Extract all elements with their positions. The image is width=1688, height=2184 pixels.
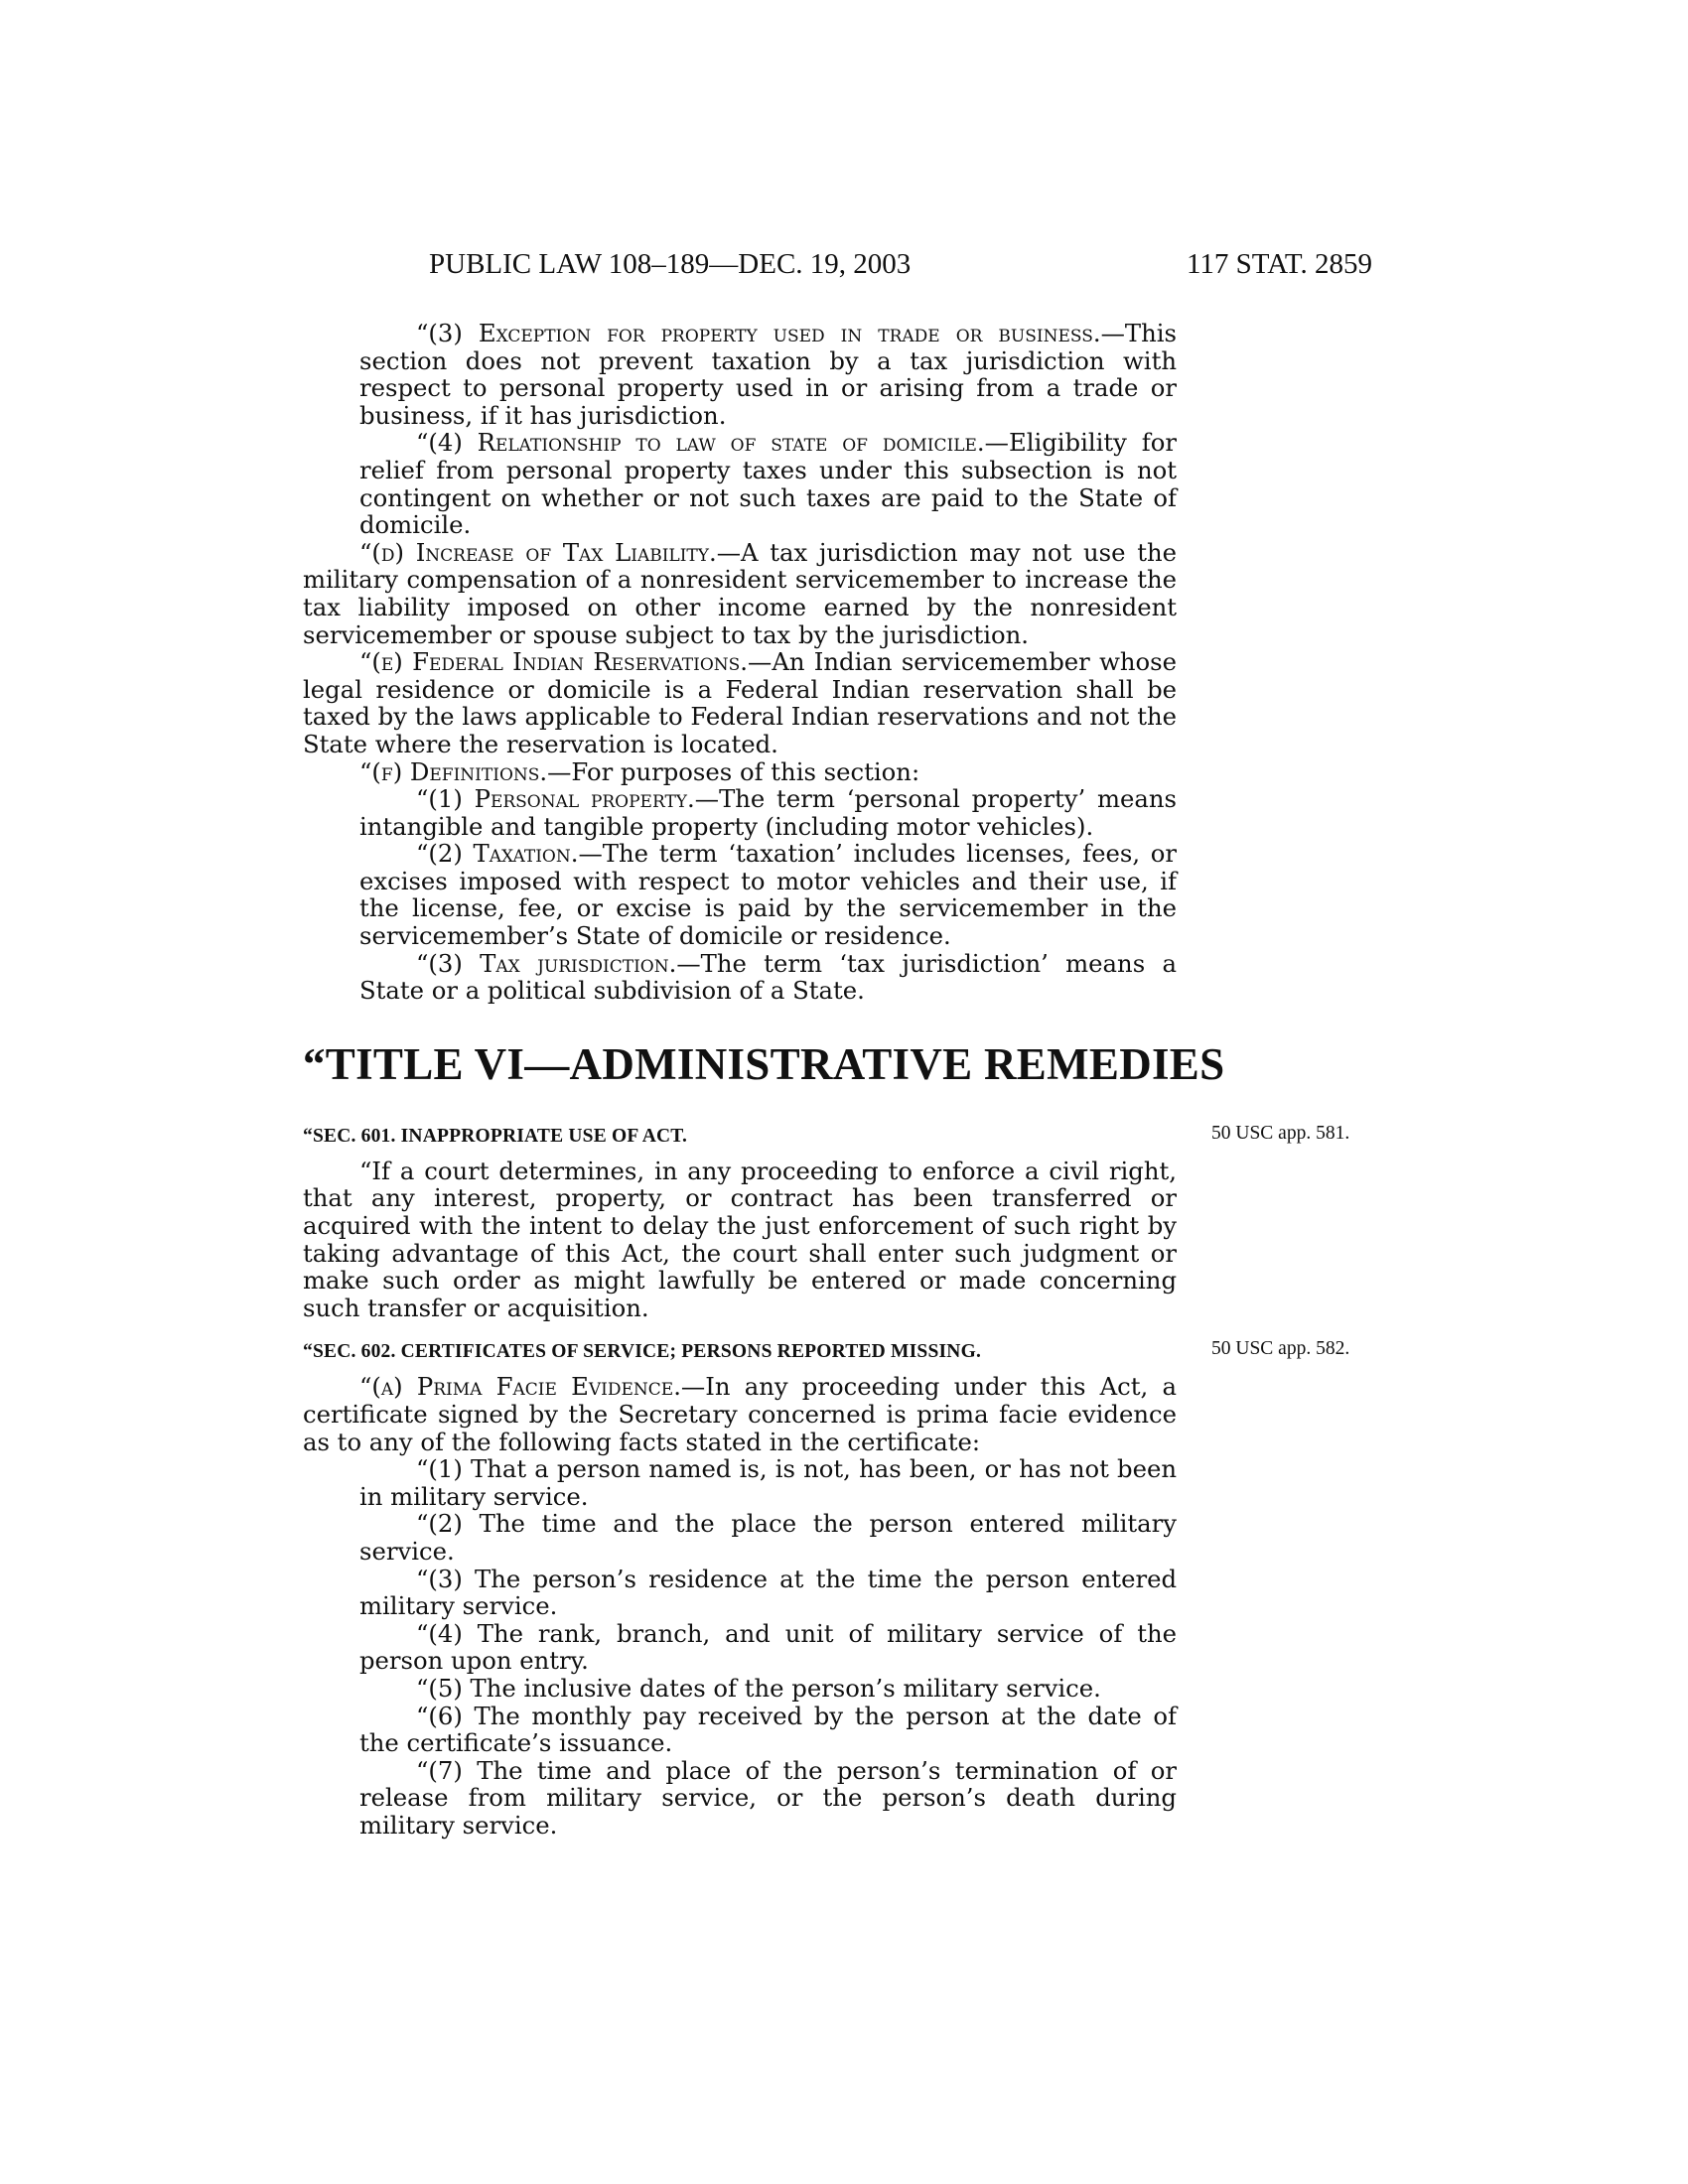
paragraph-text: A tax jurisdiction may not use the military compensation of a nonresident servicemember to increase the tax liability imposed on other income earned by the nonresident servicemember or spouse subject to tax by the jurisdiction. bbox=[303, 537, 1177, 649]
paragraph-f bbox=[303, 758, 1177, 786]
paragraph-f1 bbox=[303, 785, 1177, 840]
paragraph-text: Eligibility for relief from personal property taxes under this subsection is not contingent on whether or not such taxes are paid to the State of domicile. bbox=[359, 428, 1177, 540]
paragraph-f2 bbox=[303, 840, 1177, 949]
paragraph-heading: “(3) Tax jurisdiction.— bbox=[416, 948, 701, 978]
paragraph-text: In any proceeding under this Act, a certificate signed by the Secretary concerned is prima facie evidence as to any of the following facts stated in the certificate: bbox=[303, 1372, 1177, 1456]
paragraph-c3 bbox=[303, 320, 1177, 429]
document-body bbox=[303, 319, 1350, 1840]
paragraph-heading: “(2) Taxation.— bbox=[416, 839, 603, 869]
paragraph-text: This section does not prevent taxation by a tax jurisdiction with respect to personal property used in or arising from a trade or business, if it has jurisdiction. bbox=[359, 319, 1177, 430]
paragraph-heading: “(1) Personal property.— bbox=[416, 784, 720, 814]
paragraph-d bbox=[303, 539, 1177, 648]
paragraph-heading: “(f) Definitions.— bbox=[359, 756, 572, 786]
section-601-text: “If a court determines, in any proceeding to enforce a civil right, that any interest, property, or contract has been transferred or acquired with the intent to delay the just enforcement of such right by taking advantage of this Act, the court shall enter such judgment or make such order as might lawfully be entered or made concerning such transfer or acquisition. bbox=[303, 1156, 1177, 1322]
paragraph-heading: “(3) Exception for property used in trade or business.— bbox=[416, 319, 1125, 347]
list-item-602a-5: “(5) The inclusive dates of the person’s military service. bbox=[416, 1673, 1101, 1703]
list-item-602a-7: “(7) The time and place of the person’s termination of or release from military service, or the person’s death during military service. bbox=[359, 1755, 1177, 1840]
section-602-heading: “SEC. 602. CERTIFICATES OF SERVICE; PERSONS REPORTED MISSING. bbox=[303, 1341, 982, 1363]
paragraph-text: An Indian servicemember whose legal residence or domicile is a Federal Indian reservation shall be taxed by the laws applicable to Federal Indian reservations and not the State where the reservation is located. bbox=[303, 647, 1177, 758]
paragraph-e bbox=[303, 648, 1177, 757]
paragraph-602a bbox=[303, 1373, 1177, 1455]
section-601-margin-note: 50 USC app. 581. bbox=[1211, 1122, 1350, 1144]
paragraph-heading: “(4) Relationship to law of state of domicile.— bbox=[416, 428, 1009, 458]
section-601-heading-row bbox=[303, 1120, 1350, 1148]
title-vi-heading: “TITLE VI—ADMINISTRATIVE REMEDIES bbox=[303, 1038, 1225, 1089]
list-item-602a-6: “(6) The monthly pay received by the person at the date of the certificate’s issuance. bbox=[359, 1701, 1177, 1758]
header-public-law: PUBLIC LAW 108–189—DEC. 19, 2003 bbox=[429, 248, 912, 280]
header-stat-page: 117 STAT. 2859 bbox=[1187, 248, 1372, 280]
paragraph-c4 bbox=[303, 429, 1177, 538]
paragraph-text: The term ‘taxation’ includes licenses, fees, or excises imposed with respect to motor vehicles and their use, if the license, fee, or excise is paid by the servicemember in the servicemember’s State of domicile or residence. bbox=[359, 839, 1177, 951]
paragraph-heading: “(e) Federal Indian Reservations.— bbox=[359, 647, 773, 677]
section-602-heading-row bbox=[303, 1335, 1350, 1363]
paragraph-text: The term ‘tax jurisdiction’ means a State or a political subdivision of a State. bbox=[359, 948, 1177, 1006]
paragraph-heading: “(a) Prima Facie Evidence.— bbox=[359, 1372, 706, 1402]
list-item-602a-2: “(2) The time and the place the person entered military service. bbox=[359, 1509, 1177, 1566]
paragraph-text: For purposes of this section: bbox=[571, 756, 920, 786]
section-601-heading: “SEC. 601. INAPPROPRIATE USE OF ACT. bbox=[303, 1125, 688, 1147]
paragraph-text: The term ‘personal property’ means intangible and tangible property (including motor vehicles). bbox=[359, 784, 1177, 841]
list-item-602a-1: “(1) That a person named is, is not, has been, or has not been in military service. bbox=[359, 1454, 1177, 1511]
paragraph-heading: “(d) Increase of Tax Liability.— bbox=[359, 537, 742, 567]
list-item-602a-3: “(3) The person’s residence at the time the person entered military service. bbox=[359, 1564, 1177, 1621]
list-item-602a-4: “(4) The rank, branch, and unit of military service of the person upon entry. bbox=[359, 1618, 1177, 1676]
paragraph-f3 bbox=[303, 950, 1177, 1005]
section-602-margin-note: 50 USC app. 582. bbox=[1211, 1338, 1350, 1360]
running-header bbox=[429, 248, 1372, 288]
